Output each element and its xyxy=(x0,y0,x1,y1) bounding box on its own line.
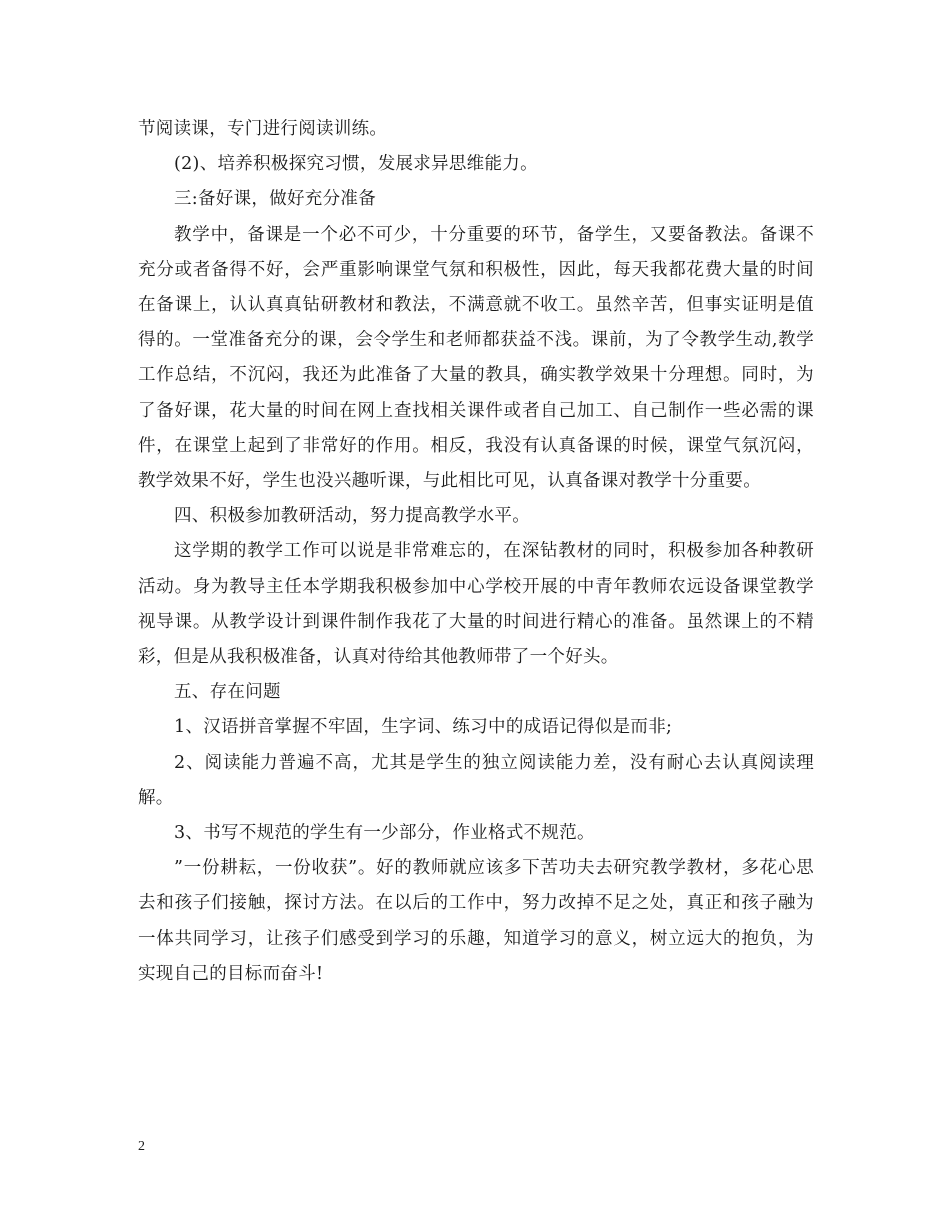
paragraph-1: 节阅读课，专门进行阅读训练。 xyxy=(138,119,388,139)
closing-paragraph: ”一份耕耘，一份收获”。好的教师就应该多下苦功夫去研究教学教材，多花心思去和孩子们接触，探讨方法。在以后的工作中，努力改掉不足之处，真正和孩子融为一体共同学习，让孩子们感受到学习的乐趣，知道学习的意义，树立远大的抱负，为实现自己的目标而奋斗! xyxy=(138,858,814,984)
document-body xyxy=(138,112,814,992)
paragraph-2: (2)、培养积极探究习惯，发展求异思维能力。 xyxy=(174,154,538,175)
page-number: 2 xyxy=(138,1139,145,1154)
paragraph-6: 这学期的教学工作可以说是非常难忘的，在深钻教材的同时，积极参加各种教研活动。身为教导主任本学期我积极参加中心学校开展的中青年教师农远设备课堂教学视导课。从教学设计到课件制作我花了大量的时间进行精心的准备。虽然课上的不精彩，但是从我积极准备，认真对待给其他教师带了一个好头。 xyxy=(138,541,814,668)
section-heading-3: 三:备好课，做好充分准备 xyxy=(174,189,376,210)
list-item-2: 2、阅读能力普遍不高，尤其是学生的独立阅读能力差，没有耐心去认真阅读理解。 xyxy=(138,752,814,808)
list-item-3: 3、书写不规范的学生有一少部分，作业格式不规范。 xyxy=(174,823,595,844)
section-heading-5: 五、存在问题 xyxy=(174,682,281,703)
list-item-1: 1、汉语拼音掌握不牢固，生字词、练习中的成语记得似是而非; xyxy=(174,717,673,738)
section-heading-4: 四、积极参加教研活动，努力提高教学水平。 xyxy=(174,506,530,527)
paragraph-4: 教学中，备课是一个必不可少，十分重要的环节，备学生，又要备教法。备课不充分或者备得不好，会严重影响课堂气氛和积极性，因此，每天我都花费大量的时间在备课上，认认真真钻研教材和教法，不满意就不收工。虽然辛苦，但事实证明是值得的。一堂准备充分的课，会令学生和老师都获益不浅。课前，为了令教学生动,教学工作总结，不沉闷，我还为此准备了大量的教具，确实教学效果十分理想。同时，为了备好课，花大量的时间在网上查找相关课件或者自己加工、自己制作一些必需的课件，在课堂上起到了非常好的作用。相反，我没有认真备课的时候，课堂气氛沉闷，教学效果不好，学生也没兴趣听课，与此相比可见，认真备课对教学十分重要。 xyxy=(138,224,814,492)
